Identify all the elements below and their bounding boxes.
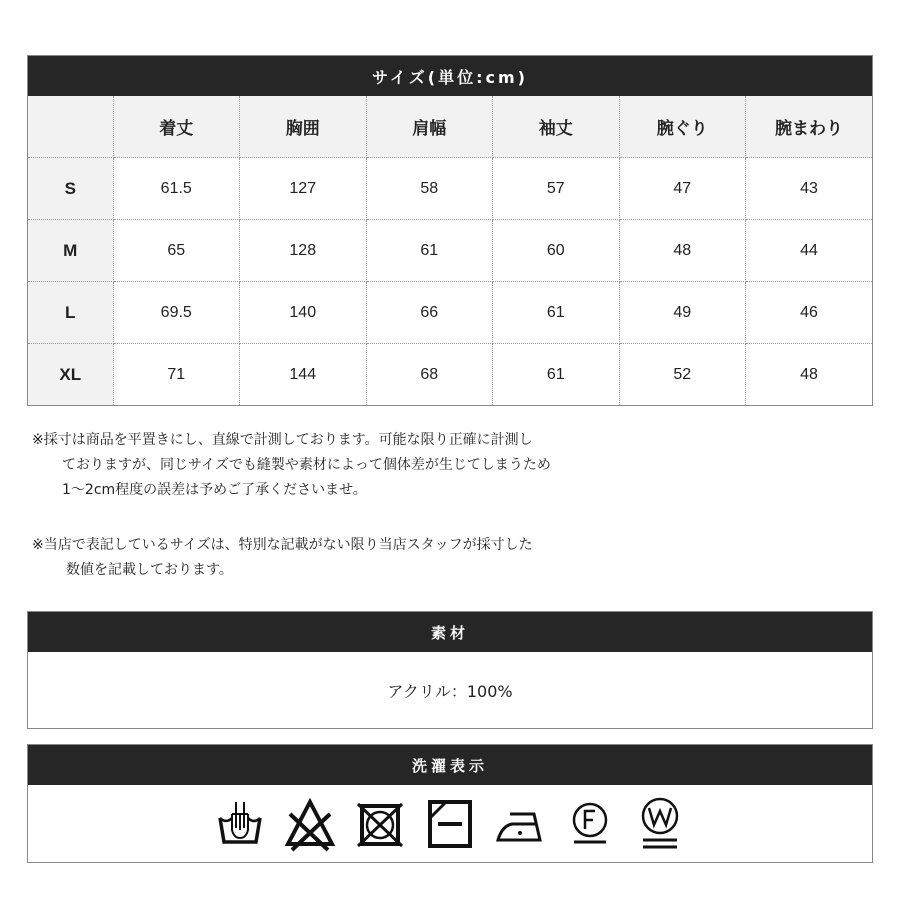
cell-value: 48: [800, 365, 818, 383]
table-row: [28, 220, 872, 282]
note-line: ておりますが、同じサイズでも縫製や素材によって個体差が生じてしまうため: [62, 457, 551, 473]
cell-value: 65: [113, 220, 240, 282]
no-tumble-dry-icon: [354, 796, 406, 852]
size-table-title: サイズ(単位:cm): [28, 56, 872, 96]
size-table: [28, 96, 872, 405]
cell-value: 58: [366, 158, 493, 220]
column-header-arm-circumference: 腕まわり: [746, 96, 873, 158]
note-line: ※当店で表記しているサイズは、特別な記載がない限り当店スタッフが採寸した: [32, 537, 533, 553]
measurement-note: [32, 428, 551, 503]
note-line: ※採寸は商品を平置きにし、直線で計測しております。可能な限り正確に計測し: [32, 432, 533, 448]
cell-value: 69.5: [113, 282, 240, 344]
cell-value: 57: [493, 158, 620, 220]
column-header-sleeve: 袖丈: [493, 96, 620, 158]
column-header-shoulder: 肩幅: [366, 96, 493, 158]
cell-value: 61: [366, 220, 493, 282]
material-value: アクリル：100%: [387, 681, 513, 701]
size-label: L: [28, 282, 113, 344]
column-header-size: [28, 96, 113, 158]
care-title: 洗濯表示: [28, 745, 872, 785]
cell-value: 66: [366, 282, 493, 344]
note-line: 数値を記載しております。: [66, 562, 233, 578]
size-label: M: [28, 220, 113, 282]
size-table-section: [27, 55, 873, 406]
cell-value: 128: [240, 220, 367, 282]
cell-value: 127: [240, 158, 367, 220]
cell-value: 43: [746, 158, 873, 220]
table-row: [28, 158, 872, 220]
hand-wash-icon: [214, 796, 266, 852]
table-row: [28, 344, 872, 406]
iron-low-icon: [494, 796, 546, 852]
column-header-armhole: 腕ぐり: [619, 96, 746, 158]
cell-value: 48: [619, 220, 746, 282]
cell-value: 144: [240, 344, 367, 406]
cell-value: 140: [240, 282, 367, 344]
dry-clean-f-icon: [564, 796, 616, 852]
cell-value: 46: [746, 282, 873, 344]
cell-value: 68: [366, 344, 493, 406]
note-line: 1〜2cm程度の誤差は予めご了承くださいませ。: [62, 482, 367, 498]
cell-value: 52: [619, 344, 746, 406]
cell-value: 47: [619, 158, 746, 220]
cell-value: 44: [746, 220, 873, 282]
cell-value: 61: [493, 344, 620, 406]
cell-value: 60: [493, 220, 620, 282]
size-label: S: [28, 158, 113, 220]
size-table-header-row: [28, 96, 872, 158]
cell-value: 61.5: [113, 158, 240, 220]
care-section: [27, 744, 873, 863]
wet-clean-w-icon: [634, 796, 686, 852]
shade-flat-dry-icon: [424, 796, 476, 852]
table-row: [28, 282, 872, 344]
care-symbols: [28, 785, 872, 862]
cell-value: 61: [493, 282, 620, 344]
size-label: XL: [28, 344, 113, 406]
cell-value: 71: [113, 344, 240, 406]
material-title: 素材: [28, 612, 872, 652]
size-source-note: [32, 533, 533, 583]
cell-value: 49: [619, 282, 746, 344]
material-section: [27, 611, 873, 729]
column-header-chest: 胸囲: [240, 96, 367, 158]
no-bleach-icon: [284, 796, 336, 852]
column-header-length: 着丈: [113, 96, 240, 158]
